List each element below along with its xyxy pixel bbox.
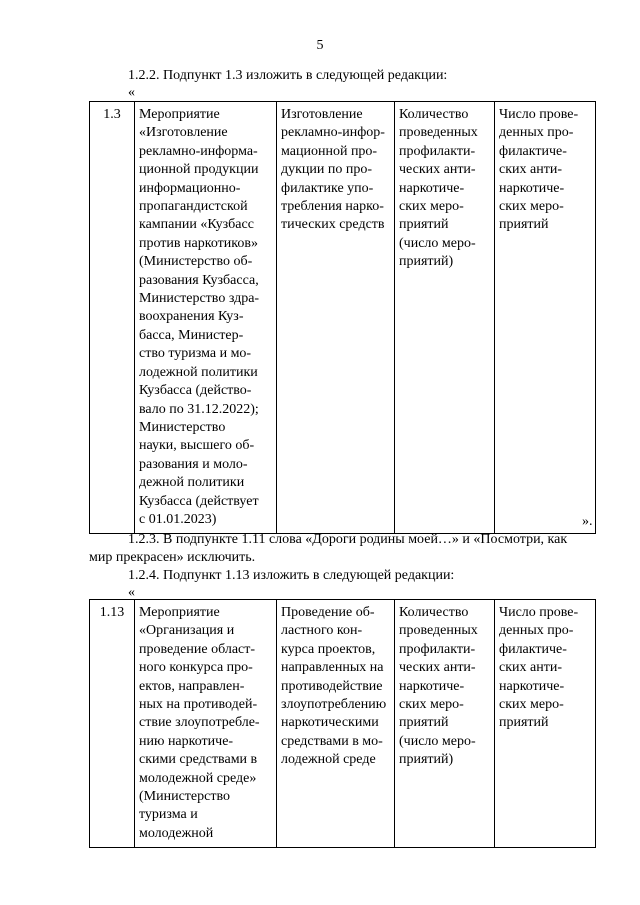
cell-text-line: басса, Министер- [139,327,244,343]
cell-text-line: информационно- [139,180,241,196]
cell-text-line: ство туризма и мо- [139,346,252,362]
cell-text-line: Министерство [139,419,226,435]
cell-text-line: профилакти- [399,143,476,159]
event-description-cell [135,102,277,534]
cell-text-line: Мероприятие [139,107,220,122]
cell-text-line: мационной про- [281,143,378,159]
cell-text-line: нию наркотиче- [139,733,234,749]
cell-text-line: разования Кузбасса, [139,272,259,288]
cell-text-line: науки, высшего об- [139,438,255,454]
cell-text-line: ских меро- [499,199,564,215]
cell-text-line: рекламно-инфор- [281,125,385,141]
table-row [90,102,596,534]
cell-text-line: наркотическими [281,715,379,731]
paragraph-1-2-4: 1.2.4. Подпункт 1.13 изложить в следующей редакции: [128,568,455,583]
cell-text-line: туризма и [139,807,198,823]
cell-text-line: против наркотиков» [139,235,258,251]
table-item-1-3 [89,101,596,534]
cell-text-line: ских меро- [499,697,564,713]
cell-text-line: «Организация и [139,623,235,639]
cell-text-line: Проведение об- [281,605,375,620]
open-quote-2: « [128,585,135,600]
cell-text-line: приятий [399,715,449,731]
cell-text-line: ных на противодей- [139,697,258,713]
cell-text-line: наркотиче- [399,180,465,196]
table-item-1-13 [89,599,596,848]
paragraph-1-2-2: 1.2.2. Подпункт 1.3 изложить в следующей редакции: [128,68,448,83]
cell-text-line: ских меро- [399,199,464,215]
cell-text-line: направленных на [281,660,384,676]
cell-text-line: проведенных [399,125,478,141]
event-content-cell [277,600,395,848]
cell-text-line: Мероприятие [139,605,220,620]
cell-text-line: ских меро- [399,697,464,713]
cell-text-line: приятий) [399,254,454,270]
cell-text-line: злоупотреблению [281,697,387,713]
cell-text-line: ектов, направлен- [139,678,245,694]
cell-text-line: «Изготовление [139,125,228,141]
cell-text-line: наркотиче- [399,678,465,694]
paragraph-1-2-3-line2: мир прекрасен» исключить. [89,550,256,565]
cell-text-line: пропагандистской [139,199,248,215]
open-quote-1: « [128,85,135,100]
cell-text-line: филактиче- [499,641,567,657]
cell-text-line: противодействие [281,678,383,694]
cell-text-line: (Министерство об- [139,254,253,270]
cell-text-line: ластного кон- [281,623,363,639]
cell-text-line: средствами в мо- [281,733,383,749]
cell-text-line: (Министерство [139,789,230,805]
close-quote-1: ». [582,514,593,529]
cell-text-line: наркотиче- [499,678,565,694]
cell-text-line: денных про- [499,125,574,141]
cell-text-line: вало по 31.12.2022); [139,401,259,417]
cell-text-line: дукции по про- [281,162,373,178]
cell-text-line: кампании «Кузбасс [139,217,254,233]
cell-text-line: Изготовление [281,107,363,122]
item-number: 1.13 [90,600,135,848]
cell-text-line: Министерство здра- [139,291,260,307]
table-row [90,600,596,848]
cell-text-line: дежной политики [139,475,245,491]
cell-text-line: Кузбасса (действует [139,493,259,509]
item-number: 1.3 [90,102,135,534]
cell-text-line: молодежной [139,825,214,841]
indicator-cell [395,600,495,848]
cell-text-line: Количество [399,605,469,620]
cell-text-line: тических средств [281,217,385,233]
cell-text-line: требления нарко- [281,199,384,215]
cell-text-line: Кузбасса (действо- [139,383,252,399]
cell-text-line: Количество [399,107,469,122]
indicator-cell [395,102,495,534]
cell-text-line: ских анти- [499,660,562,676]
paragraph-1-2-3-line1: 1.2.3. В подпункте 1.11 слова «Дороги родины моей…» и «Посмотри, как [128,532,568,547]
indicator-value-cell [495,600,596,848]
cell-text-line: приятий [499,715,549,731]
cell-text-line: с 01.01.2023) [139,511,217,527]
cell-text-line: скими средствами в [139,752,258,768]
indicator-value-cell [495,102,596,534]
cell-text-line: лодежной политики [139,364,258,380]
cell-text-line: разования и моло- [139,456,248,472]
cell-text-line: проведение област- [139,641,256,657]
cell-text-line: Число прове- [499,605,579,620]
cell-text-line: лодежной среде [281,752,376,768]
cell-text-line: ских анти- [499,162,562,178]
cell-text-line: профилакти- [399,641,476,657]
cell-text-line: проведенных [399,623,478,639]
cell-text-line: ческих анти- [399,660,476,676]
cell-text-line: рекламно-информа- [139,143,258,159]
cell-text-line: ческих анти- [399,162,476,178]
cell-text-line: филактике упо- [281,180,374,196]
cell-text-line: ствие злоупотребле- [139,715,260,731]
cell-text-line: Число прове- [499,107,579,122]
cell-text-line: воохранения Куз- [139,309,244,325]
cell-text-line: денных про- [499,623,574,639]
page-number: 5 [316,38,324,53]
event-description-cell [135,600,277,848]
cell-text-line: ционной продукции [139,162,259,178]
event-content-cell [277,102,395,534]
cell-text-line: (число меро- [399,235,476,251]
cell-text-line: курса проектов, [281,641,376,657]
cell-text-line: приятий [499,217,549,233]
cell-text-line: приятий [399,217,449,233]
cell-text-line: молодежной среде» [139,770,257,786]
cell-text-line: филактиче- [499,143,567,159]
cell-text-line: приятий) [399,752,454,768]
cell-text-line: (число меро- [399,733,476,749]
cell-text-line: ного конкурса про- [139,660,253,676]
cell-text-line: наркотиче- [499,180,565,196]
